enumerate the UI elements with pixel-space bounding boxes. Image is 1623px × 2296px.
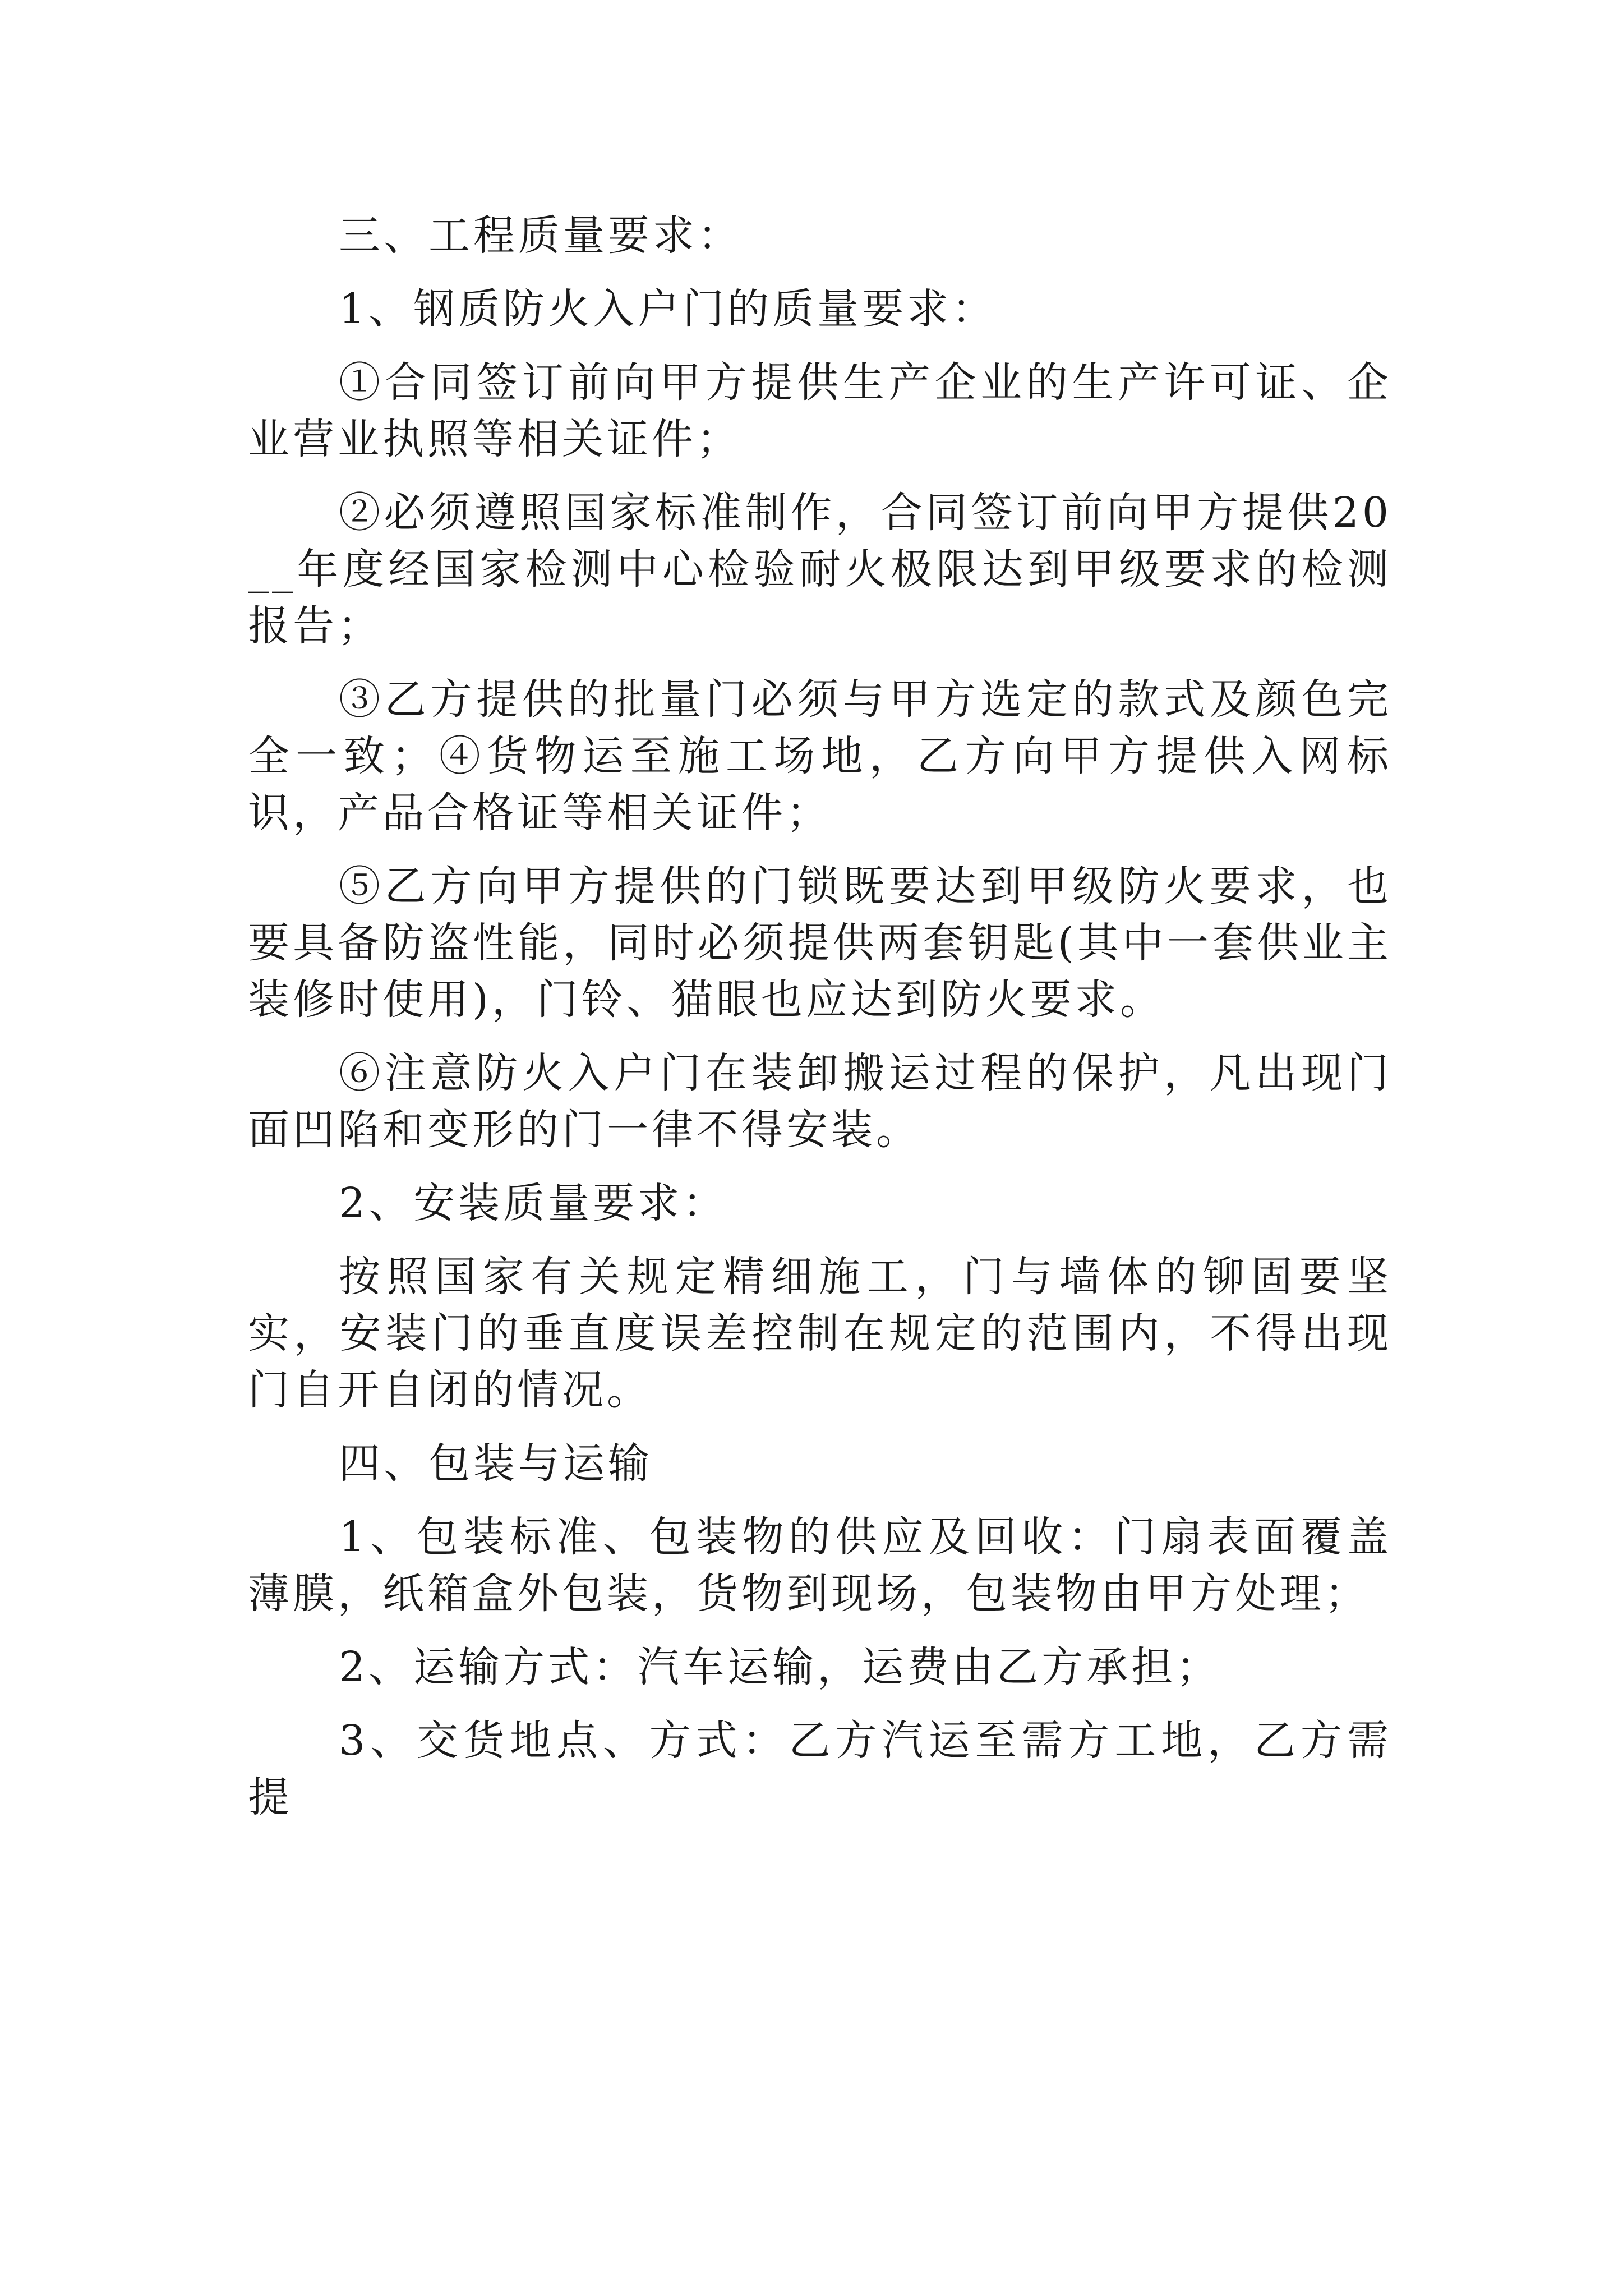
clause-3-4: ③乙方提供的批量门必须与甲方选定的款式及颜色完全一致；④货物运至施工场地，乙方向甲方提供入网标识，产品合格证等相关证件； [248,675,1392,837]
section-heading-quality: 三、工程质量要求： [339,211,743,260]
clause-6: ⑥注意防火入户门在装卸搬运过程的保护，凡出现门面凹陷和变形的门一律不得安装。 [248,1049,1392,1154]
subheading-install-quality: 2、安装质量要求： [339,1179,728,1227]
subheading-door-quality: 1、钢质防火入户门的质量要求： [339,285,997,333]
document-body [248,208,1392,1826]
clause-1: ①合同签订前向甲方提供生产企业的生产许可证、企业营业执照等相关证件； [248,358,1392,463]
clause-2: ②必须遵照国家标准制作，合同签订前向甲方提供20__年度经国家检测中心检验耐火极限达到甲级要求的检测报告； [248,489,1392,650]
clause-5: ⑤乙方向甲方提供的门锁既要达到甲级防火要求，也要具备防盗性能，同时必须提供两套钥匙(其中一套供业主装修时使用)，门铃、猫眼也应达到防火要求。 [248,862,1392,1024]
packaging-clause-1: 1、包装标准、包装物的供应及回收：门扇表面覆盖薄膜，纸箱盒外包装，货物到现场，包装物由甲方处理； [248,1513,1392,1618]
packaging-clause-2: 2、运输方式：汽车运输，运费由乙方承担； [339,1643,1221,1691]
install-requirements: 按照国家有关规定精细施工，门与墙体的铆固要坚实，安装门的垂直度误差控制在规定的范围内，不得出现门自开自闭的情况。 [248,1253,1392,1414]
section-heading-packaging: 四、包装与运输 [339,1439,653,1488]
packaging-clause-3: 3、交货地点、方式：乙方汽运至需方工地，乙方需提 [248,1717,1392,1821]
